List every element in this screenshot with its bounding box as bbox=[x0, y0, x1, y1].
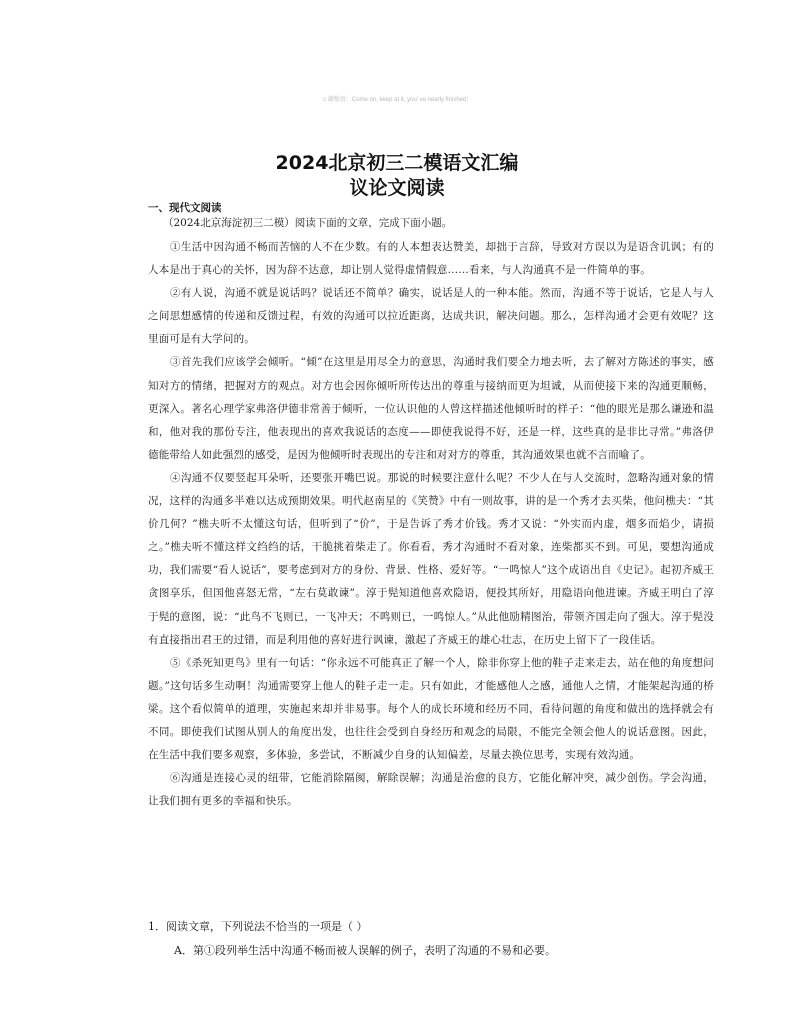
question-1-option-a: A．第①段列举生活中沟通不畅而被人误解的例子，表明了沟通的不易和必要。 bbox=[174, 944, 556, 957]
article-body bbox=[148, 236, 714, 813]
watermark-text: ☺激励语：Come on, keep at it, you' ve nearly finished！ bbox=[321, 97, 473, 103]
question-1: 1．阅读文章，下列说法不恰当的一项是（ ） bbox=[148, 920, 368, 933]
paragraph-5: ⑤《杀死知更鸟》里有一句话：“你永远不可能真正了解一个人，除非你穿上他的鞋子走来走去，站在他的角度想问题。”这句话多生动啊！沟通需要穿上他人的鞋子走一走。只有如此，才能感他人之感，通他人之情，才能架起沟通的桥梁。这个看似简单的道理，实施起来却并非易事。每个人的成长环境和经历不同，看待问题的角度和做出的选择就会有不同。即使我们试图从别人的角度出发，也往往会受到自身经历和观念的局限，不能完全领会他人的说话意图。因此，在生活中我们要多观察，多体验，多尝试，不断减少自身的认知偏差，尽量去换位思考，实现有效沟通。 bbox=[148, 656, 714, 762]
paragraph-6: ⑥沟通是连接心灵的纽带，它能消除隔阂，解除误解；沟通是治愈的良方，它能化解冲突，减少创伤。学会沟通，让我们拥有更多的幸福和快乐。 bbox=[148, 772, 714, 808]
paragraph-3: ③首先我们应该学会倾听。“倾”在这里是用尽全力的意思，沟通时我们要全力地去听，去了解对方陈述的事实，感知对方的情绪，把握对方的观点。对方也会因你倾听所传达出的尊重与接纳而更为坦诚，从而使接下来的沟通更顺畅，更深入。著名心理学家弗洛伊德非常善于倾听，一位认识他的人曾这样描述他倾听时的样子：“他的眼光是那么谦逊和温和，他对我的那份专注，他表现出的喜欢我说话的态度——即使我说得不好，还是一样，这些真的是非比寻常。”弗洛伊德能带给人如此强烈的感受，是因为他倾听时表现出的专注和对对方的尊重，其沟通效果也就不言而喻了。 bbox=[148, 356, 714, 461]
paragraph-4: ④沟通不仅要竖起耳朵听，还要张开嘴巴说。那说的时候要注意什么呢？不少人在与人交流时，忽略沟通对象的情况，这样的沟通多半难以达成预期效果。明代赵南星的《笑赞》中有一则故事，讲的是一个秀才去买柴，他问樵夫：“其价几何？”樵夫听不太懂这句话，但听到了“价”，于是告诉了秀才价钱。秀才又说：“外实而内虚，烟多而焰少，请损之。”樵夫听不懂这样文绉绉的话，干脆挑着柴走了。你看看，秀才沟通时不看对象，连柴都买不到。可见，要想沟通成功，我们需要“看人说话”，要考虑到对方的身份、背景、性格、爱好等。“一鸣惊人”这个成语出自《史记》。起初齐威王贪图享乐，但国他喜怒无常，“左右莫敢谏”。淳于髡知道他喜欢隐语，便投其所好，用隐语向他进谏。齐威王明白了淳于髡的意图，说：“此鸟不飞则已，一飞冲天；不鸣则已，一鸣惊人。”从此他励精图治，带领齐国走向了强大。淳于髡没有直接指出君王的过错，而是利用他的喜好进行讽谏，激起了齐威王的雄心壮志，在历史上留下了一段佳话。 bbox=[148, 471, 714, 646]
source-line: （2024北京海淀初三二模）阅读下面的文章，完成下面小题。 bbox=[163, 217, 453, 229]
document-subtitle: 议论文阅读 bbox=[349, 177, 445, 199]
paragraph-2: ②有人说，沟通不就是说话吗？说话还不简单？确实，说话是人的一种本能。然而，沟通不等于说话，它是人与人之间思想感情的传递和反馈过程，有效的沟通可以拉近距离，达成共识，解决问题。那么，怎样沟通才会更有效呢？这里面可是有大学问的。 bbox=[148, 287, 714, 346]
document-title: 2024北京初三二模语文汇编 bbox=[275, 152, 519, 174]
paragraph-1: ①生活中因沟通不畅而苦恼的人不在少数。有的人本想表达赞美，却拙于言辞，导致对方误以为是语含讥讽；有的人本是出于真心的关怀，因为辞不达意，却让别人觉得虚情假意……看来，与人沟通真不是一件简单的事。 bbox=[148, 241, 714, 277]
section-heading: 一、现代文阅读 bbox=[148, 202, 222, 214]
